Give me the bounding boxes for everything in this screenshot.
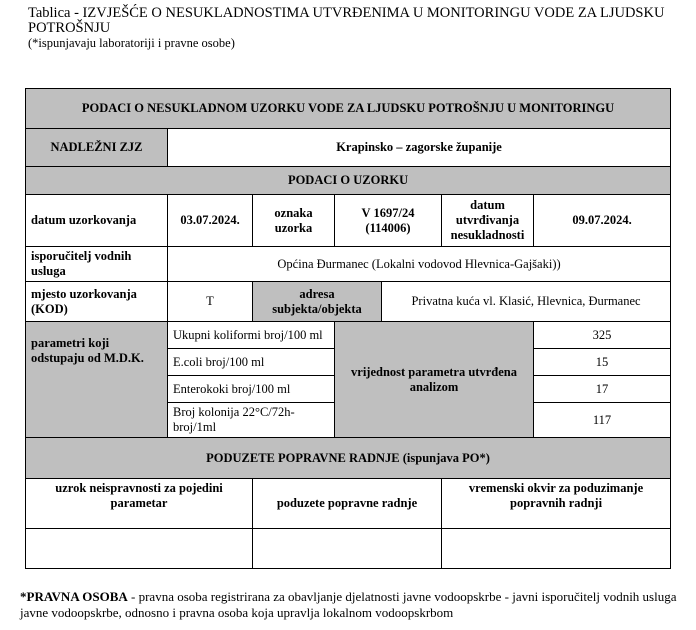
document-heading [28, 6, 678, 51]
authority-label: NADLEŽNI ZJZ [26, 129, 168, 167]
sample-section-title: PODACI O UZORKU [26, 167, 671, 195]
supplier-value: Općina Đurmanec (Lokalni vodovod Hlevnica-Gajšaki)) [168, 247, 671, 282]
timeframe-cell[interactable] [442, 529, 671, 569]
finding-date-label: datum utvrđivanja nesukladnosti [442, 195, 534, 247]
footnote-term: *PRAVNA OSOBA [20, 589, 128, 604]
report-title: Tablica - IZVJEŠĆE O NESUKLADNOSTIMA UTVRĐENIMA U MONITORINGU VODE ZA LJUDSKU POTROŠNJU [28, 5, 665, 36]
actions-section-title: PODUZETE POPRAVNE RADNJE (ispunjava PO*) [26, 438, 671, 479]
sample-date-label: datum uzorkovanja [26, 195, 168, 247]
actions-cell[interactable] [253, 529, 442, 569]
footnote-text: - pravna osoba registrirana za obavljanje djelatnosti javne vodoopskrbe - javni isporučitelj vodnih usluga javne vodoopskrbe, odnosno i pravna osoba koja upravlja lokalnom vodoopskrbom [20, 589, 677, 620]
sample-date-value: 03.07.2024. [168, 195, 253, 247]
col-cause-header: uzrok neispravnosti za pojedini parametar [26, 479, 253, 529]
authority-value: Krapinsko – zagorske županije [168, 129, 671, 167]
finding-date-value: 09.07.2024. [534, 195, 671, 247]
param-name-3: Enterokoki broj/100 ml [168, 376, 335, 403]
report-table [25, 88, 671, 569]
address-value: Privatna kuća vl. Klasić, Hlevnica, Đurmanec [382, 282, 671, 322]
param-name-2: E.coli broj/100 ml [168, 349, 335, 376]
param-value-2: 15 [534, 349, 671, 376]
location-value: T [168, 282, 253, 322]
location-label: mjesto uzorkovanja (KOD) [26, 282, 168, 322]
footnote [20, 589, 690, 621]
param-value-1: 325 [534, 322, 671, 349]
address-label: adresa subjekta/objekta [253, 282, 382, 322]
param-name-4: Broj kolonija 22°C/72h-broj/1ml [168, 403, 335, 438]
supplier-label: isporučitelj vodnih usluga [26, 247, 168, 282]
col-actions-header: poduzete popravne radnje [253, 479, 442, 529]
section-title: PODACI O NESUKLADNOM UZORKU VODE ZA LJUDSKU POTROŠNJU U MONITORINGU [26, 89, 671, 129]
param-value-4: 117 [534, 403, 671, 438]
col-timeframe-header: vremenski okvir za poduzimanje popravnih radnji [442, 479, 671, 529]
report-subtitle: (*ispunjavaju laboratoriji i pravne osobe) [28, 36, 235, 50]
values-label: vrijednost parametra utvrđena analizom [335, 322, 534, 438]
param-name-1: Ukupni koliformi broj/100 ml [168, 322, 335, 349]
sample-mark-value: V 1697/24 (114006) [335, 195, 442, 247]
param-value-3: 17 [534, 376, 671, 403]
sample-mark-label: oznaka uzorka [253, 195, 335, 247]
cause-cell[interactable] [26, 529, 253, 569]
params-label: parametri koji odstupaju od M.D.K. [26, 322, 168, 438]
